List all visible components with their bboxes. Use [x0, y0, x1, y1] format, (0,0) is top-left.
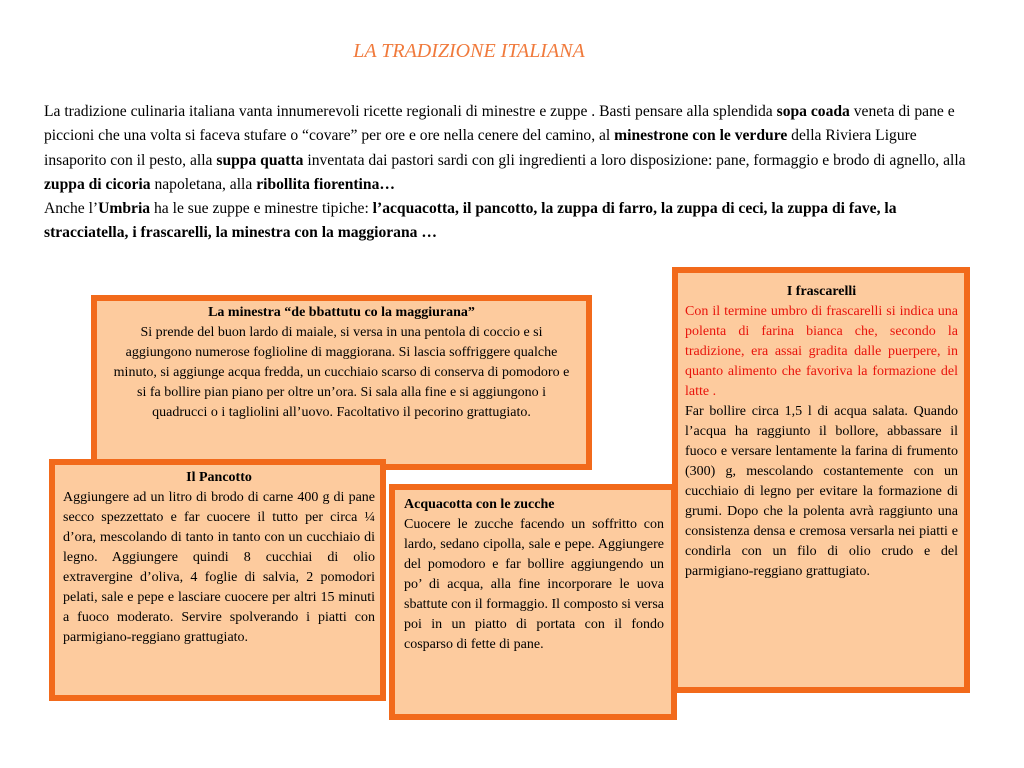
recipe-intro-red: Con il termine umbro di frascarelli si indica una polenta di farina bianca che, secondo la tradizione, era assai gradita dalle puerpere, in quanto alimento che favoriva la formazione del latte . [685, 304, 958, 399]
page-title: LA TRADIZIONE ITALIANA [353, 40, 585, 62]
intro-bold-suppa-quatta: suppa quatta [216, 151, 304, 169]
intro-segment: napoletana, alla [150, 175, 257, 193]
intro-paragraph-1 [44, 100, 974, 197]
recipe-text: Aggiungere ad un litro di brodo di carne 400 g di pane secco spezzettato e far cuocere il tutto per circa ¼ d’ora, mescolando di tanto in tanto con un cucchiaio di legno. Aggiungere quindi 8 cucchiai di olio extravergine d’oliva, 4 foglie di salvia, 2 pomodori pelati, sale e pepe e lasciare cuocere per altri 15 minuti a fuoco moderato. Servire spolverando i piatti con parmigiano-reggiano grattugiato. [63, 490, 375, 645]
recipe-box-pancotto [49, 459, 386, 701]
recipe-title: Il Pancotto [186, 470, 252, 485]
intro-text [44, 100, 974, 246]
recipe-box-acquacotta [389, 484, 677, 720]
recipe-title: La minestra “de bbattutu co la maggiurana” [208, 305, 475, 320]
intro-segment: della Riviera Ligure insaporito con il pesto, alla [44, 127, 917, 169]
intro-bold-sopa-coada: sopa coada [776, 103, 850, 120]
recipe-box-maggiorana [91, 295, 592, 470]
intro-paragraph-2 [44, 197, 974, 246]
intro-segment: La tradizione culinaria italiana vanta innumerevoli ricette regionali di minestre e zuppe . Basti pensare alla splendida [44, 103, 777, 120]
intro-segment: Anche l’ [44, 200, 99, 218]
recipe-title: Acquacotta con le zucche [404, 497, 555, 512]
intro-bold-minestrone: minestrone con le verdure [614, 127, 788, 145]
intro-bold-ribollita: ribollita fiorentina… [256, 175, 395, 193]
recipe-text: Cuocere le zucche facendo un soffritto con lardo, sedano cipolla, sale e pepe. Aggiungere del pomodoro e far bollire aggiungendo un po’ di acqua, alla fine incorporare le uova sbattute con il formaggio. Il composto si versa poi in un piatto di portata con il fondo cosparso di fette di pane. [404, 517, 664, 652]
intro-bold-umbria: Umbria [98, 200, 151, 218]
recipe-text: Far bollire circa 1,5 l di acqua salata. Quando l’acqua ha raggiunto il bollore, abbassare il fuoco e versare lentamente la farina di frumento (300) g, mescolando costantemente con un cucchiaio di legno per evitare la formazione di grumi. Dopo che la polenta avrà raggiunto una consistenza densa e cremosa versarla nei piatti e condirla con un filo di olio crudo e del parmigiano-reggiano grattugiato. [685, 404, 958, 579]
recipe-title: I frascarelli [786, 284, 857, 299]
intro-bold-soup-list: l’acquacotta, il pancotto, la zuppa di farro, la zuppa di ceci, la zuppa di fave, la stracciatella, i frascarelli, la minestra con la maggiorana … [44, 200, 897, 242]
intro-bold-zuppa-cicoria: zuppa di cicoria [44, 175, 151, 193]
recipe-text: Si prende del buon lardo di maiale, si versa in una pentola di coccio e si aggiungono numerose foglioline di maggiorana. Si lascia soffriggere qualche minuto, si aggiunge acqua fredda, un cucchiaio scarso di conserva di pomodoro e si fa bollire pian piano per oltre un’ora. Si sala alla fine e si aggiungono i quadrucci o i tagliolini all’uovo. Facoltativo il pecorino grattugiato. [113, 325, 570, 420]
intro-segment: inventata dai pastori sardi con gli ingredienti a loro disposizione: pane, formaggio e brodo di agnello, alla [303, 151, 966, 169]
intro-segment: veneta di pane e piccioni che una volta si faceva stufare o “covare” per ore e ore nella cenere del camino, al [44, 103, 955, 145]
recipe-box-frascarelli [672, 267, 970, 693]
intro-segment: ha le sue zuppe e minestre tipiche: [150, 200, 373, 218]
